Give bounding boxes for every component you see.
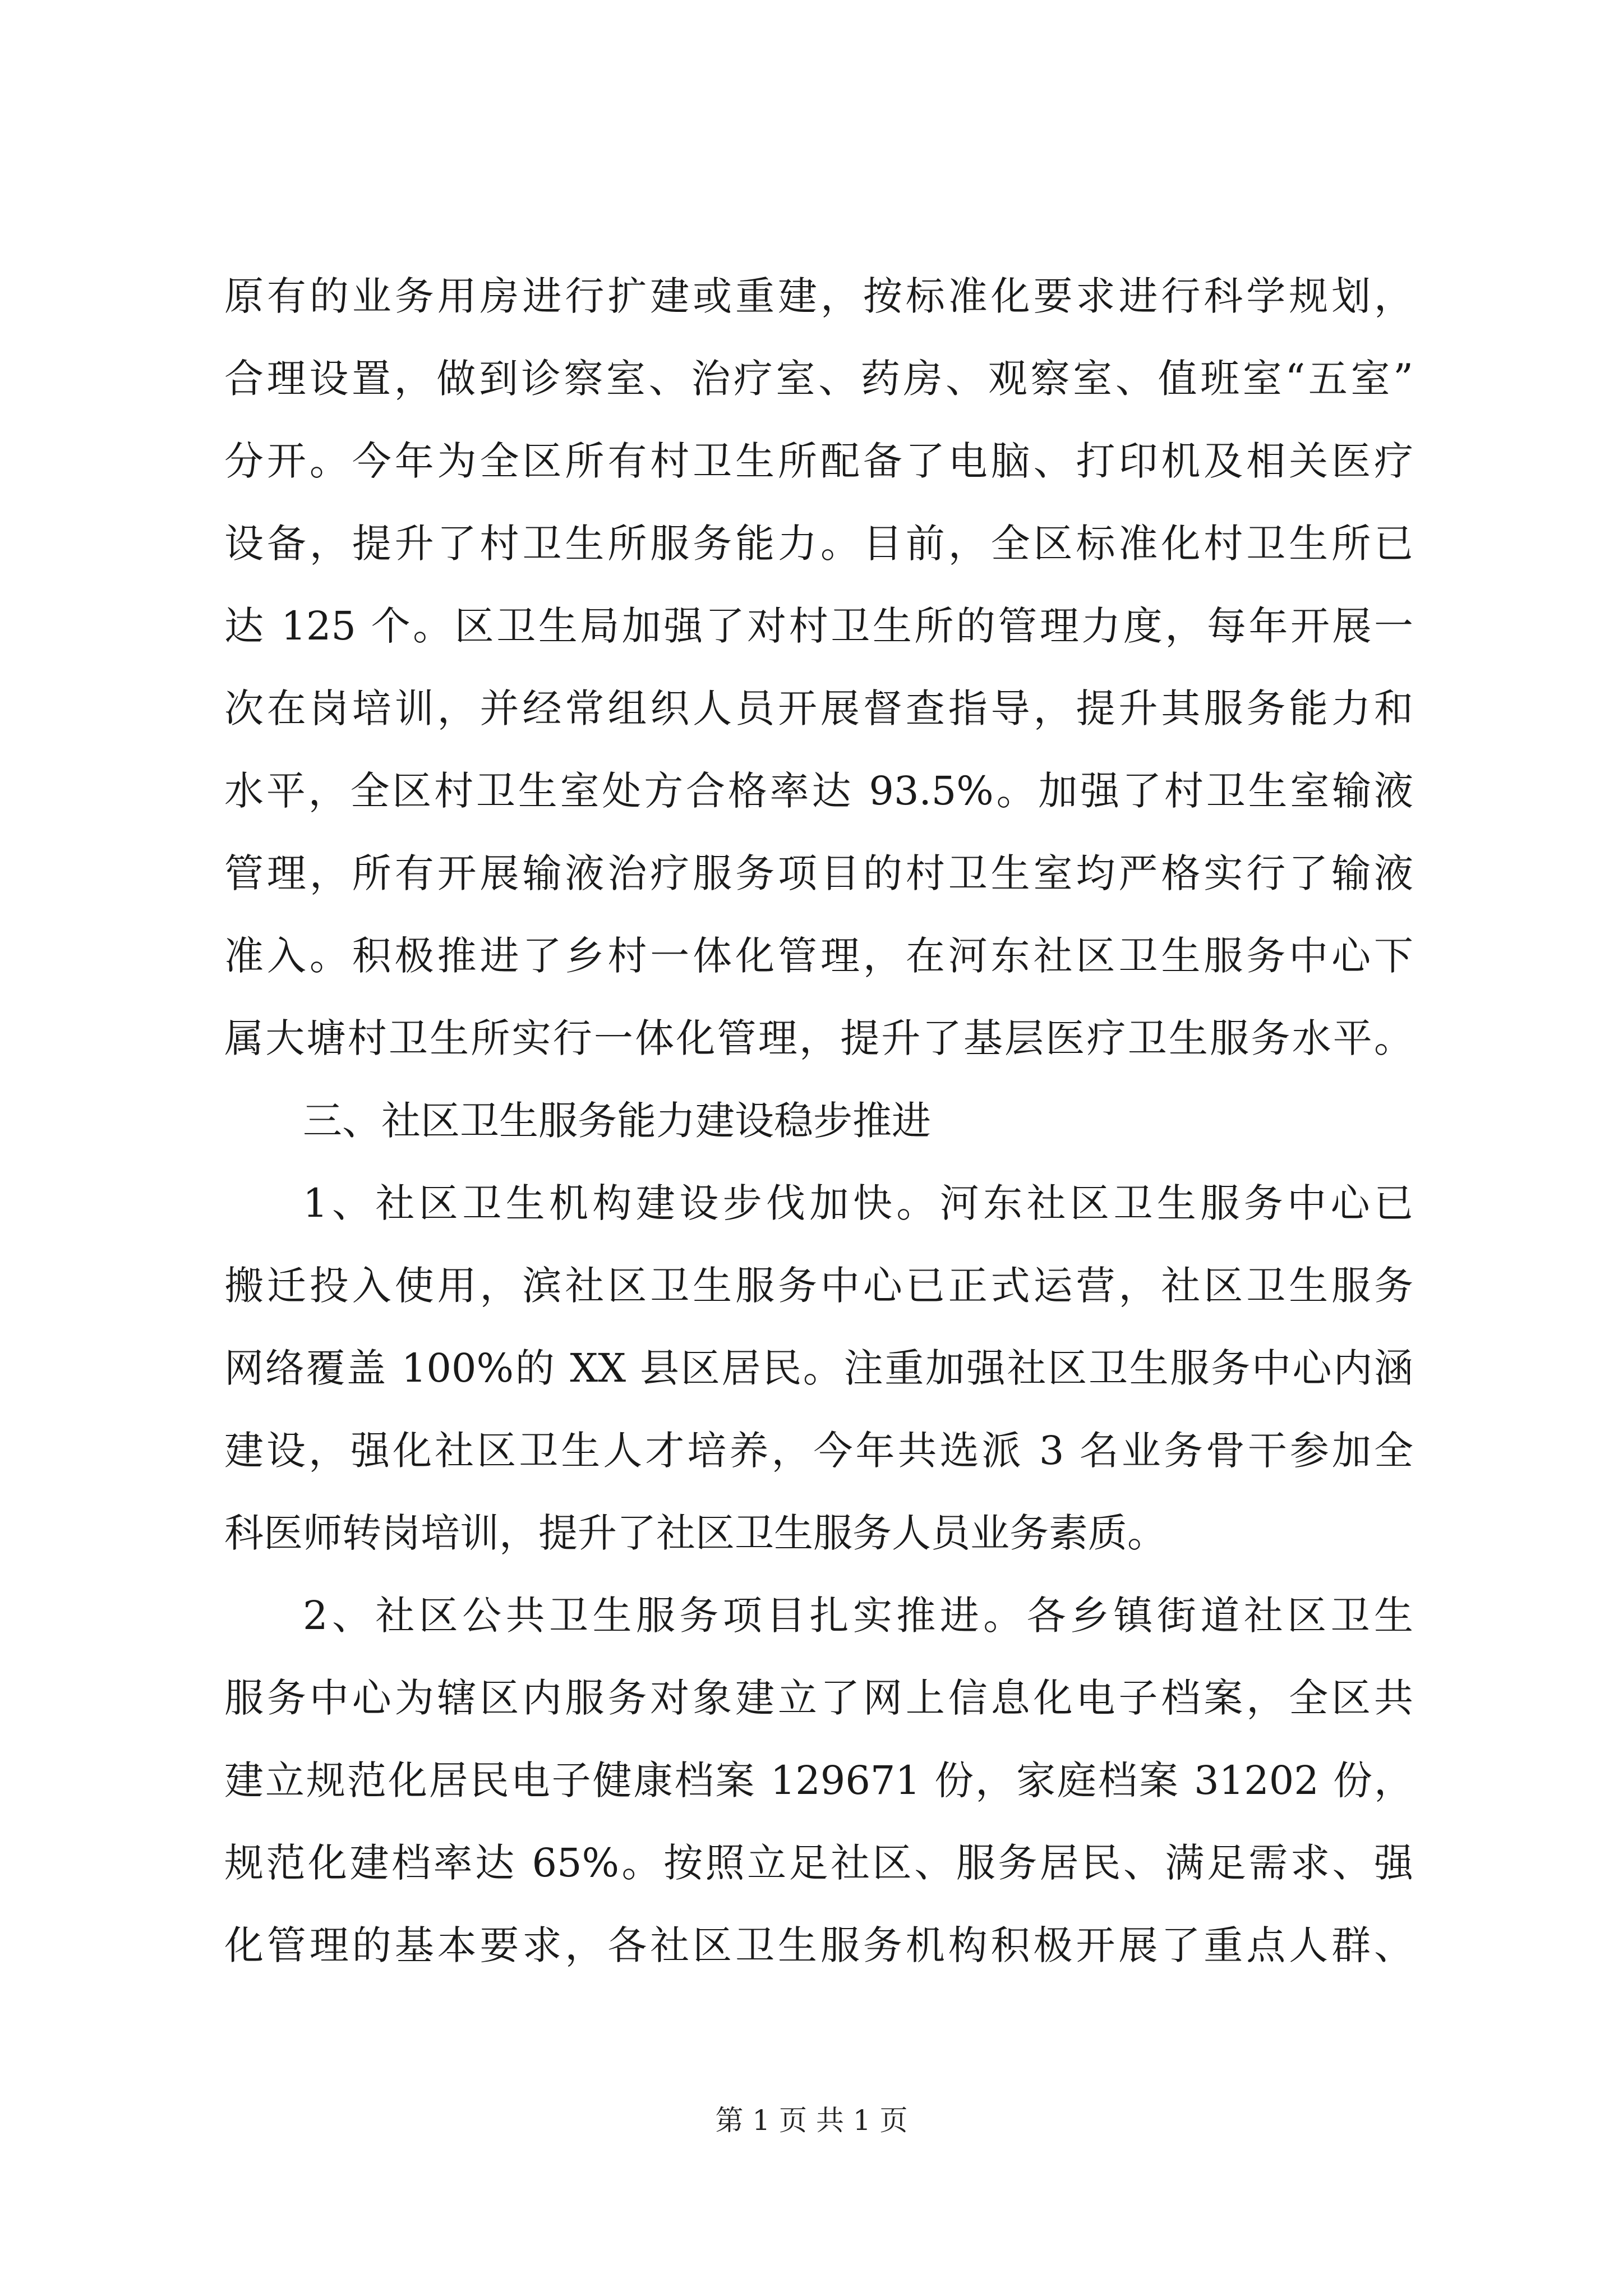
text-line: 达 125 个。区卫生局加强了对村卫生所的管理力度，每年开展一 [224,603,1413,649]
text-line: 管理，所有开展输液治疗服务项目的村卫生室均严格实行了输液 [224,850,1413,896]
body-text [224,255,1413,1987]
text-line: 服务中心为辖区内服务对象建立了网上信息化电子档案，全区共 [224,1675,1413,1721]
text-line: 建设，强化社区卫生人才培养，今年共选派 3 名业务骨干参加全 [224,1428,1413,1474]
page-footer [0,2104,1623,2137]
text-line: 建立规范化居民电子健康档案 129671 份，家庭档案 31202 份， [224,1757,1413,1803]
text-line: 搬迁投入使用，滨社区卫生服务中心已正式运营，社区卫生服务 [224,1263,1413,1309]
text-line: 分开。今年为全区所有村卫生所配备了电脑、打印机及相关医疗 [224,438,1413,484]
paragraph-first-line: 2、社区公共卫生服务项目扎实推进。各乡镇街道社区卫生 [303,1593,1413,1639]
text-line: 设备，提升了村卫生所服务能力。目前，全区标准化村卫生所已 [224,521,1413,567]
text-line: 水平，全区村卫生室处方合格率达 93.5%。加强了村卫生室输液 [224,768,1413,814]
text-line: 次在岗培训，并经常组织人员开展督查指导，提升其服务能力和 [224,685,1413,731]
text-line: 准入。积极推进了乡村一体化管理，在河东社区卫生服务中心下 [224,933,1413,979]
section-heading: 三、社区卫生服务能力建设稳步推进 [303,1098,931,1144]
page-number: 第 1 页 共 1 页 [715,2104,908,2137]
paragraph-last-line: 科医师转岗培训，提升了社区卫生服务人员业务素质。 [224,1510,1166,1556]
text-line: 化管理的基本要求，各社区卫生服务机构积极开展了重点人群、 [224,1922,1413,1968]
text-line: 合理设置，做到诊察室、治疗室、药房、观察室、值班室“五室” [224,356,1413,402]
paragraph-first-line: 1、社区卫生机构建设步伐加快。河东社区卫生服务中心已 [303,1180,1413,1226]
text-line: 网络覆盖 100%的 XX 县区居民。注重加强社区卫生服务中心内涵 [224,1345,1413,1391]
text-line: 规范化建档率达 65%。按照立足社区、服务居民、满足需求、强 [224,1840,1413,1886]
text-line: 原有的业务用房进行扩建或重建，按标准化要求进行科学规划， [224,273,1413,319]
text-line: 属大塘村卫生所实行一体化管理，提升了基层医疗卫生服务水平。 [224,1015,1413,1061]
